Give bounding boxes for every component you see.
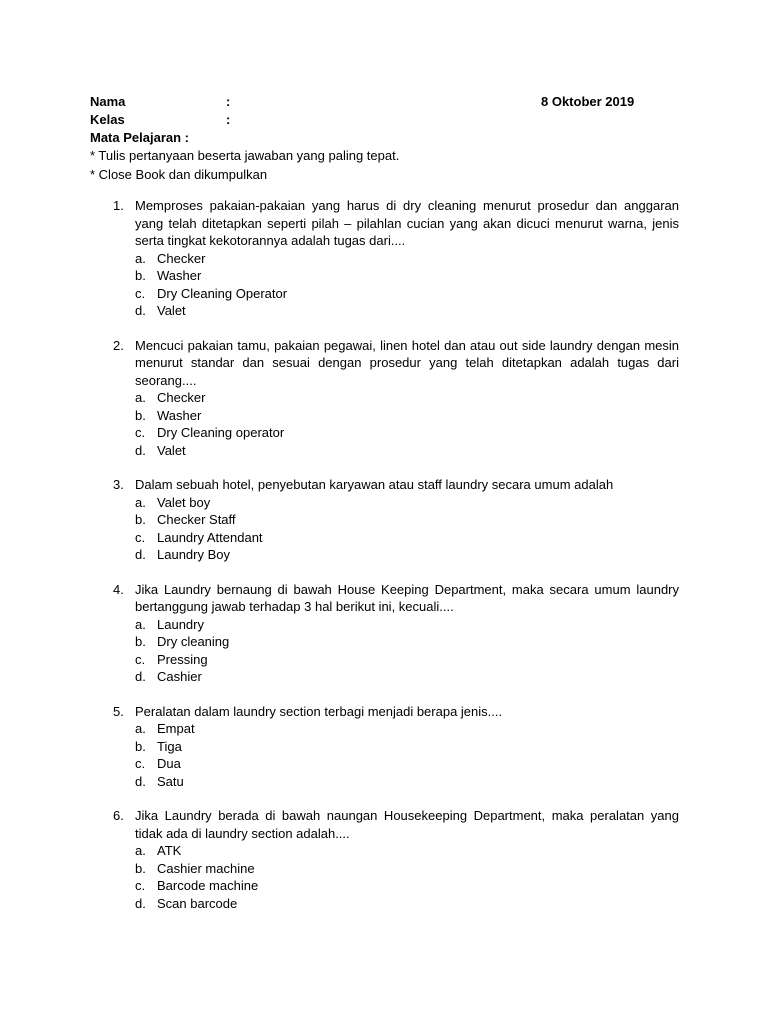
option-text: Checker Staff <box>157 512 236 527</box>
question-text: Memproses pakaian-pakaian yang harus di dry cleaning menurut prosedur dan anggaran yang telah ditetapkan seperti pilah – pilahlan cucian yang akan dicuci menurut warna, jenis serta tingkat kekotorannya adalah tugas dari.... <box>135 198 679 248</box>
question-number: 1. <box>113 198 124 213</box>
option-letter: b. <box>135 738 146 754</box>
option-letter: a. <box>135 494 146 510</box>
option-text: Washer <box>157 268 202 283</box>
instruction-1: * Tulis pertanyaan beserta jawaban yang paling tepat. <box>90 148 400 163</box>
option-c <box>135 755 679 773</box>
kelas-row <box>90 111 680 129</box>
option-text: Cashier <box>157 669 202 684</box>
option-d <box>135 442 679 460</box>
mapel-row <box>90 129 680 147</box>
option-letter: b. <box>135 407 146 423</box>
option-a <box>135 494 679 512</box>
option-text: Washer <box>157 407 202 423</box>
option-d <box>135 668 679 686</box>
header <box>90 93 680 184</box>
option-a <box>135 616 679 634</box>
option-list <box>135 494 679 564</box>
question-text: Peralatan dalam laundry section terbagi menjadi berapa jenis.... <box>135 703 503 719</box>
option-letter: d. <box>135 669 146 684</box>
option-c <box>135 651 679 669</box>
date: 8 Oktober 2019 <box>541 94 635 109</box>
option-letter: b. <box>135 268 146 283</box>
option-c <box>135 285 679 303</box>
option-b <box>135 267 679 285</box>
option-letter: a. <box>135 843 146 858</box>
option-letter: d. <box>135 773 146 789</box>
option-letter: b. <box>135 512 146 527</box>
question-text: Mencuci pakaian tamu, pakaian pegawai, linen hotel dan atau out side laundry dengan mesin menurut standar dan sesuai dengan prosedur yang telah ditetapkan adalah tugas dari seorang.... <box>135 337 679 388</box>
question-text: Jika Laundry bernaung di bawah House Keeping Department, maka secara umum laundry bertanggung jawab terhadap 3 hal berikut ini, kecuali.... <box>135 581 679 614</box>
option-letter: d. <box>135 442 146 458</box>
option-text: Cashier machine <box>157 860 255 876</box>
option-text: Barcode machine <box>157 878 259 893</box>
option-text: Laundry <box>157 616 204 632</box>
kelas-colon: : <box>226 112 231 127</box>
option-d <box>135 773 679 791</box>
option-text: ATK <box>157 843 182 858</box>
question-5 <box>113 703 679 791</box>
option-text: Dry cleaning <box>157 634 230 649</box>
question-6 <box>113 807 679 912</box>
question-number: 4. <box>113 581 124 597</box>
option-letter: c. <box>135 756 146 771</box>
option-letter: a. <box>135 616 146 632</box>
option-c <box>135 424 679 442</box>
question-number: 6. <box>113 808 124 823</box>
option-text: Dry Cleaning operator <box>157 425 285 440</box>
nama-row <box>90 93 680 111</box>
option-a <box>135 842 679 860</box>
question-number: 5. <box>113 703 124 719</box>
option-list <box>135 842 679 912</box>
question-1 <box>113 197 679 320</box>
option-text: Valet <box>157 303 186 318</box>
question-2 <box>113 337 679 460</box>
option-list <box>135 250 679 320</box>
nama-label: Nama <box>90 94 126 109</box>
option-letter: a. <box>135 250 146 266</box>
option-text: Scan barcode <box>157 895 238 911</box>
option-letter: a. <box>135 721 146 736</box>
option-letter: c. <box>135 285 146 301</box>
option-letter: c. <box>135 651 146 667</box>
option-text: Checker <box>157 390 206 405</box>
option-a <box>135 250 679 268</box>
option-letter: c. <box>135 529 146 545</box>
question-number: 2. <box>113 337 124 353</box>
option-d <box>135 302 679 320</box>
option-a <box>135 720 679 738</box>
question-list <box>113 197 679 929</box>
option-text: Laundry Boy <box>157 547 230 562</box>
option-text: Valet <box>157 442 186 458</box>
option-d <box>135 546 679 564</box>
option-c <box>135 529 679 547</box>
option-letter: d. <box>135 547 146 562</box>
option-text: Tiga <box>157 738 182 754</box>
question-4 <box>113 581 679 686</box>
mapel-label: Mata Pelajaran : <box>90 130 189 145</box>
nama-colon: : <box>226 94 231 109</box>
option-list <box>135 720 679 790</box>
option-letter: c. <box>135 878 146 893</box>
option-list <box>135 616 679 686</box>
option-b <box>135 860 679 878</box>
question-3 <box>113 476 679 564</box>
kelas-label: Kelas <box>90 112 125 127</box>
option-b <box>135 511 679 529</box>
option-c <box>135 877 679 895</box>
question-text: Jika Laundry berada di bawah naungan Housekeeping Department, maka peralatan yang tidak ada di laundry section adalah.... <box>135 808 679 841</box>
instruction-2: * Close Book dan dikumpulkan <box>90 166 268 182</box>
option-letter: d. <box>135 895 146 911</box>
option-text: Laundry Attendant <box>157 529 263 545</box>
option-letter: d. <box>135 303 146 318</box>
option-letter: b. <box>135 634 146 649</box>
option-text: Checker <box>157 250 206 266</box>
option-text: Satu <box>157 773 184 789</box>
option-letter: a. <box>135 390 146 405</box>
option-letter: b. <box>135 860 146 876</box>
option-a <box>135 389 679 407</box>
option-text: Pressing <box>157 651 208 667</box>
option-b <box>135 407 679 425</box>
option-d <box>135 895 679 913</box>
option-text: Dua <box>157 756 181 771</box>
option-b <box>135 738 679 756</box>
option-letter: c. <box>135 425 146 440</box>
option-text: Dry Cleaning Operator <box>157 285 288 301</box>
option-text: Valet boy <box>157 494 211 510</box>
question-text: Dalam sebuah hotel, penyebutan karyawan atau staff laundry secara umum adalah <box>135 477 614 492</box>
option-text: Empat <box>157 721 195 736</box>
question-number: 3. <box>113 477 124 492</box>
option-b <box>135 633 679 651</box>
option-list <box>135 389 679 459</box>
